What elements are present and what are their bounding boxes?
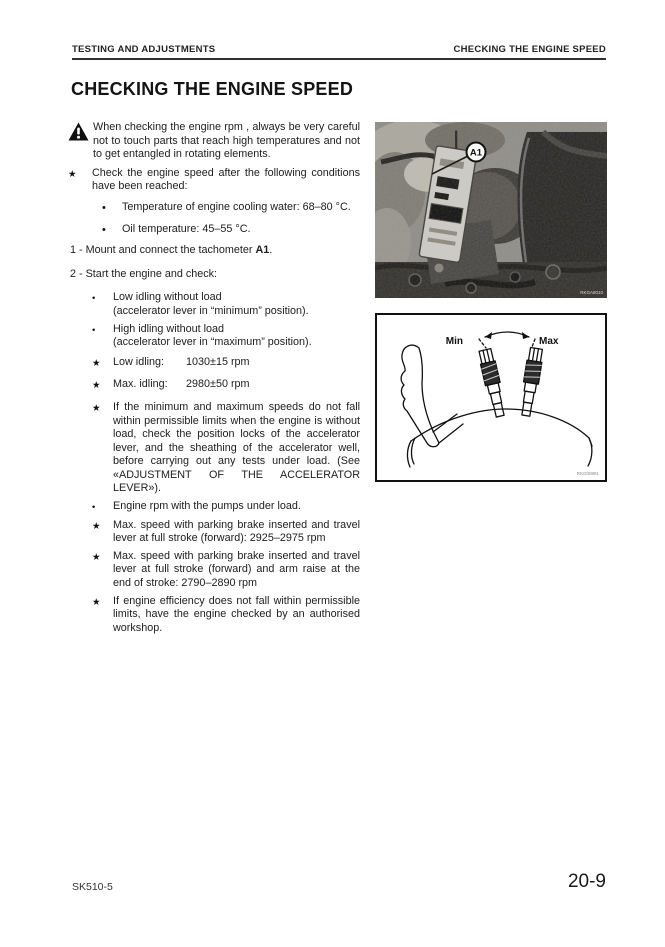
condition-item: • Oil temperature: 45–55 °C.	[102, 222, 251, 236]
figure-tachometer-photo	[375, 122, 607, 298]
figure-lever-diagram	[375, 313, 607, 482]
value-number: 2980±50 rpm	[186, 378, 250, 391]
warning-triangle-icon	[68, 121, 93, 162]
list-item: • High idling without load (accelerator lever in “maximum” position).	[92, 322, 312, 349]
step-1: 1 - Mount and connect the tachometer A1.	[70, 244, 273, 257]
list-item: ★ If the minimum and maximum speeds do not fall within permissible limits when the engine is without load, check the position locks of the accelerator lever, and the sheathing of the accelerator well, before carrying out any tests under load. (See «ADJUSTMENT OF THE ACCELERATOR LEVER»).	[92, 400, 360, 495]
bullet-marker: •	[102, 201, 106, 214]
page-title: CHECKING THE ENGINE SPEED	[71, 79, 354, 99]
list-item: • Low idling without load (accelerator lever in “minimum” position).	[92, 291, 309, 317]
callout-ref: A1	[255, 244, 270, 257]
diagram-figure-code: RKG00891	[576, 471, 599, 476]
note-check-conditions: ★ Check the engine speed after the following conditions have been reached:	[68, 166, 360, 193]
list-item-value: ★ Low idling: 1030±15 rpm	[92, 355, 250, 369]
footer-model-code: SK510-5	[72, 881, 113, 893]
header-rule	[72, 58, 606, 60]
value-number: 1030±15 rpm	[186, 355, 250, 368]
list-item: • Engine rpm with the pumps under load.	[92, 500, 301, 514]
list-item-value: ★ Max. idling: 2980±50 rpm	[92, 378, 250, 392]
footer-page-number: 20-9	[567, 871, 606, 892]
step-2: 2 - Start the engine and check:	[70, 267, 218, 280]
checks-list	[92, 291, 360, 635]
header-section-title: TESTING AND ADJUSTMENTS	[72, 44, 216, 55]
header-topic-title: CHECKING THE ENGINE SPEED	[453, 44, 606, 55]
warning-note	[68, 121, 360, 162]
star-marker: ★	[68, 168, 77, 180]
value-label: Low idling:	[113, 355, 165, 368]
diagram-max-label: Max	[539, 336, 559, 347]
diagram-min-label: Min	[445, 336, 463, 347]
list-item: ★ Max. speed with parking brake inserted and travel lever at full stroke (forward) and arm raise at the end of stroke: 2790–2890 rpm	[92, 549, 360, 590]
list-item: ★ Max. speed with parking brake inserted and travel lever at full stroke (forward): 2925–2975 rpm	[92, 518, 360, 545]
body-text-column	[68, 121, 360, 639]
warning-text: When checking the engine rpm , always be very careful not to touch parts that reach high temperatures and not to get entangled in rotating elements.	[93, 121, 360, 161]
value-label: Max. idling:	[113, 378, 168, 391]
bullet-marker: •	[102, 223, 106, 236]
list-item: ★ If engine efficiency does not fall within permissible limits, have the engine checked by an authorised workshop.	[92, 594, 360, 634]
condition-item: • Temperature of engine cooling water: 68–80 °C.	[102, 200, 351, 214]
